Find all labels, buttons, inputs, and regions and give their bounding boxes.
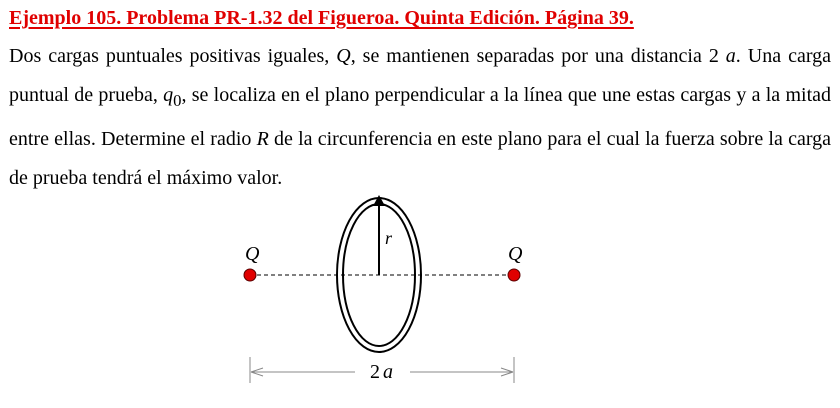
charge-symbol: Q xyxy=(336,45,351,67)
distance-number: 2 xyxy=(370,361,380,383)
right-charge xyxy=(508,269,520,281)
distance-variable: a xyxy=(383,361,393,383)
text-segment: , se mantienen separadas por una distancia 2 xyxy=(350,45,726,67)
left-charge xyxy=(244,269,256,281)
distance-label xyxy=(370,361,393,383)
text-segment: . Una carga puntual de prueba, xyxy=(9,45,831,106)
radius-arrowhead xyxy=(373,195,385,206)
text-segment: , se localiza en el plano perpendicular a la línea que une estas cargas y a la mitad entre ellas. Determine el radio xyxy=(9,83,832,150)
example-title: Ejemplo 105. Problema PR-1.32 del Figueroa. Quinta Edición. Página 39. xyxy=(9,7,634,29)
radius-label: r xyxy=(385,228,393,248)
text-segment: Dos cargas puntuales positivas iguales, xyxy=(9,45,337,67)
test-charge-subscript: 0 xyxy=(173,90,182,110)
left-charge-label: Q xyxy=(245,243,260,265)
right-charge-label: Q xyxy=(508,243,523,265)
text-segment: de la circunferencia en este plano para el cual la fuerza sobre la carga de prueba tendrá el máximo valor. xyxy=(9,128,831,189)
test-charge-symbol: q xyxy=(163,83,174,106)
radius-symbol: R xyxy=(256,128,269,150)
distance-symbol: a xyxy=(725,45,736,67)
